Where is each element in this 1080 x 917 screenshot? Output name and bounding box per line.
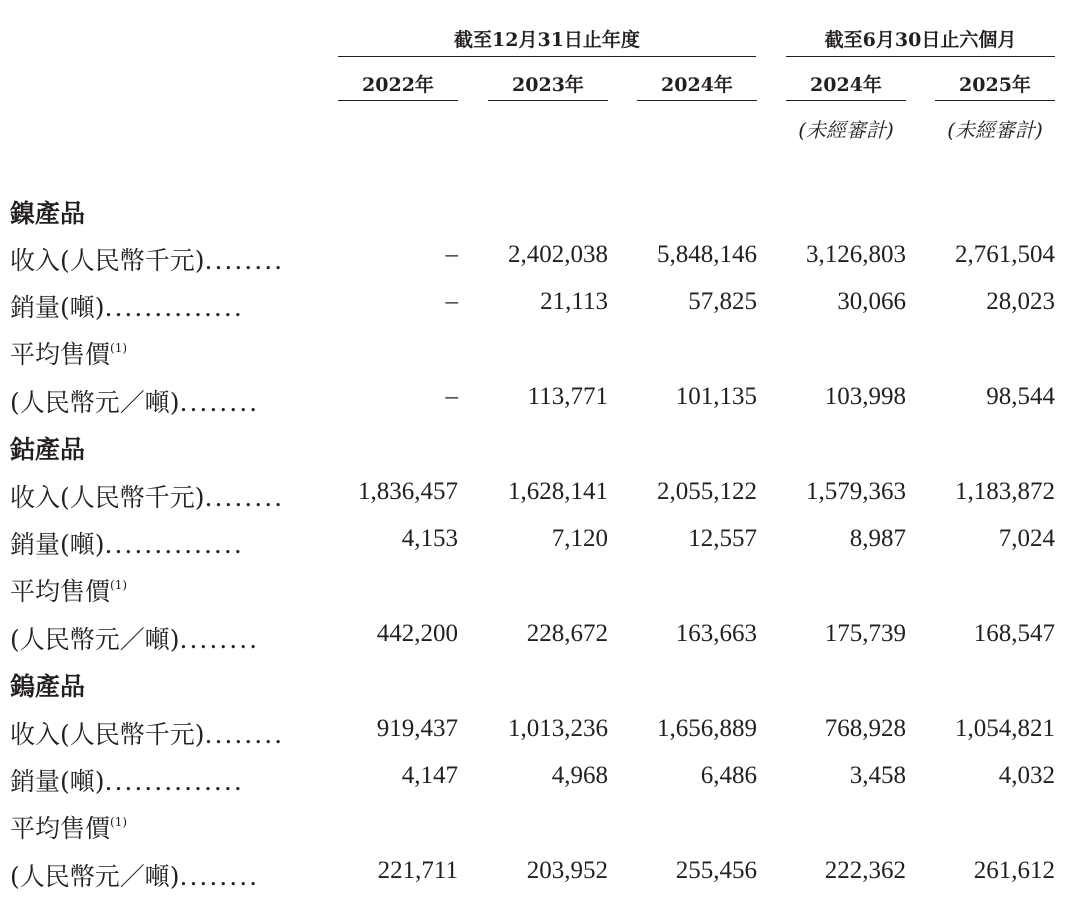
table-cell: 30,066 [837, 288, 906, 315]
table-cell: 1,579,363 [806, 478, 906, 505]
year-header-1: 2022年 [362, 74, 434, 96]
table-cell: 12,557 [688, 525, 757, 552]
table-cell: 5,848,146 [657, 241, 757, 268]
table-cell: 28,023 [986, 288, 1055, 315]
table-cell: 222,362 [824, 857, 906, 884]
row-label-volume: 銷量(噸).............. [10, 767, 244, 796]
row-label-volume: 銷量(噸).............. [10, 530, 244, 559]
table-cell: 1,054,821 [955, 715, 1055, 742]
year-header-5: 2025年 [959, 74, 1031, 96]
table-cell: 113,771 [527, 383, 608, 410]
table-cell: 1,656,889 [657, 715, 757, 742]
table-cell: – [445, 288, 458, 315]
table-cell: 4,147 [401, 762, 458, 789]
table-cell: 4,968 [551, 762, 608, 789]
row-label-revenue: 收入(人民幣千元)........ [10, 483, 285, 512]
table-cell: 1,183,872 [955, 478, 1055, 505]
table-cell: 8,987 [849, 525, 906, 552]
row-label-volume: 銷量(噸).............. [10, 293, 244, 322]
row-label-price-unit: (人民幣元／噸)........ [10, 388, 260, 417]
table-cell: 57,825 [688, 288, 757, 315]
footnote-marker: (1) [110, 341, 128, 355]
table-cell: 1,836,457 [358, 478, 458, 505]
unaudited-note-1: (未經審計) [798, 118, 894, 142]
header-group-rule-1 [338, 56, 756, 57]
table-cell: 1,628,141 [508, 478, 608, 505]
row-label-average-price: 平均售價$^{(1)}$ [10, 340, 128, 369]
footnote-marker: (1) [110, 815, 128, 829]
table-cell: 261,612 [973, 857, 1055, 884]
table-cell: 7,024 [998, 525, 1055, 552]
year-header-2: 2023年 [512, 74, 584, 96]
year-rule-4 [786, 100, 906, 101]
row-label-average-price: 平均售價$^{(1)}$ [10, 814, 128, 843]
year-rule-5 [935, 100, 1055, 101]
section-title-cobalt: 鈷產品 [10, 435, 86, 464]
table-cell: 4,153 [401, 525, 458, 552]
table-cell: 1,013,236 [508, 715, 608, 742]
table-cell: 255,456 [675, 857, 757, 884]
row-label-average-price: 平均售價$^{(1)}$ [10, 577, 128, 606]
header-group-six-months: 截至6月30日止六個月 [824, 29, 1017, 51]
year-header-4: 2024年 [810, 74, 882, 96]
section-title-tungsten: 鎢產品 [10, 672, 86, 701]
year-rule-2 [488, 100, 608, 101]
table-cell: 4,032 [998, 762, 1055, 789]
table-cell: 168,547 [973, 620, 1055, 647]
table-cell: 768,928 [824, 715, 906, 742]
table-cell: 101,135 [675, 383, 757, 410]
table-cell: 98,544 [986, 383, 1055, 410]
table-cell: 221,711 [377, 857, 458, 884]
year-rule-3 [637, 100, 757, 101]
row-label-revenue: 收入(人民幣千元)........ [10, 246, 285, 275]
table-cell: 103,998 [824, 383, 906, 410]
table-cell: 7,120 [551, 525, 608, 552]
table-cell: 228,672 [526, 620, 608, 647]
table-cell: 3,458 [849, 762, 906, 789]
table-cell: 2,761,504 [955, 241, 1055, 268]
table-cell: 442,200 [376, 620, 458, 647]
table-cell: – [445, 241, 458, 268]
table-cell: 203,952 [526, 857, 608, 884]
footnote-marker: (1) [110, 578, 128, 592]
table-cell: – [445, 383, 458, 410]
year-header-3: 2024年 [661, 74, 733, 96]
header-group-full-year: 截至12月31日止年度 [454, 29, 640, 51]
table-cell: 21,113 [540, 288, 608, 315]
table-cell: 2,402,038 [508, 241, 608, 268]
row-label-price-unit: (人民幣元／噸)........ [10, 625, 260, 654]
table-cell: 175,739 [824, 620, 906, 647]
section-title-nickel: 鎳產品 [10, 199, 86, 228]
row-label-price-unit: (人民幣元／噸)........ [10, 862, 260, 891]
header-group-rule-2 [786, 56, 1055, 57]
table-cell: 2,055,122 [657, 478, 757, 505]
row-label-revenue: 收入(人民幣千元)........ [10, 720, 285, 749]
unaudited-note-2: (未經審計) [947, 118, 1043, 142]
year-rule-1 [338, 100, 458, 101]
table-cell: 3,126,803 [806, 241, 906, 268]
table-cell: 163,663 [675, 620, 757, 647]
table-cell: 6,486 [700, 762, 757, 789]
table-cell: 919,437 [376, 715, 458, 742]
